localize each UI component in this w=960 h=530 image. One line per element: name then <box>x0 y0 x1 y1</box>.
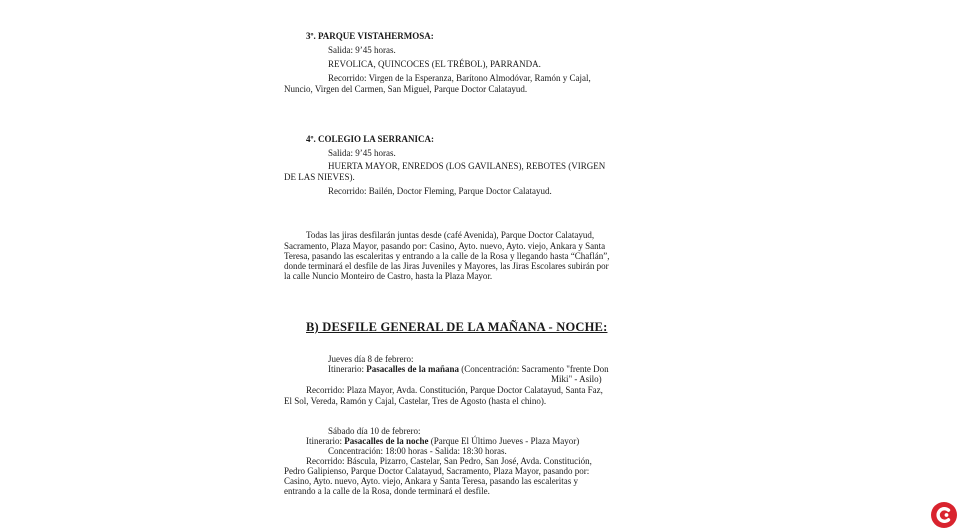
paragraph-line: Todas las jiras desfilarán juntas desde (café Avenida), Parque Doctor Calatayud, <box>306 230 595 240</box>
paragraph-line: la calle Nuncio Monteiro de Castro, hasta la Plaza Mayor. <box>284 271 493 281</box>
paragraph-line: Teresa, pasando las escaleritas y entrando a la calle de la Rosa y llegando hasta “Chaflán”, <box>284 251 610 261</box>
section-4-recorrido: Recorrido: Bailén, Doctor Fleming, Parque Doctor Calatayud. <box>328 186 552 196</box>
saturday-recorrido-line-2: Pedro Galipienso, Parque Doctor Calatayud, Sacramento, Plaza Mayor, pasando por: <box>284 466 590 476</box>
section-3-salida: Salida: 9’45 horas. <box>328 45 396 55</box>
publisher-logo-icon[interactable] <box>931 502 957 528</box>
saturday-recorrido-line-1: Recorrido: Báscula, Pizarro, Castelar, San Pedro, San José, Avda. Constitución, <box>306 456 592 466</box>
thursday-itinerario-prefix: Itinerario: <box>328 364 367 374</box>
saturday-date: Sábado día 10 de febrero: <box>328 426 421 436</box>
thursday-itinerario-name: Pasacalles de la mañana <box>366 364 459 374</box>
saturday-itinerario-rest: (Parque El Último Jueves - Plaza Mayor) <box>428 436 580 446</box>
thursday-itinerario-rest: (Concentración: Sacramento "frente Don <box>459 364 609 374</box>
section-3-recorrido-line-2: Nuncio, Virgen del Carmen, San Miguel, Parque Doctor Calatayud. <box>284 84 528 94</box>
section-3-heading: 3º. PARQUE VISTAHERMOSA: <box>306 31 434 41</box>
section-4-salida: Salida: 9’45 horas. <box>328 148 396 158</box>
thursday-itinerario-cont: Miki" - Asilo) <box>551 374 602 384</box>
paragraph-line: donde terminará el desfile de las Jiras Juveniles y Mayores, las Jiras Escolares subirán por <box>284 261 609 271</box>
thursday-recorrido-line-1: Recorrido: Plaza Mayor, Avda. Constitución, Parque Doctor Calatayud, Santa Faz, <box>306 385 603 395</box>
paragraph-line: Sacramento, Plaza Mayor, pasando por: Casino, Ayto. nuevo, Ayto. viejo, Ankara y Santa <box>284 241 606 251</box>
saturday-concentracion: Concentración: 18:00 horas - Salida: 18:30 horas. <box>328 446 507 456</box>
section-3-recorrido-line-1: Recorrido: Virgen de la Esperanza, Barítono Almodóvar, Ramón y Cajal, <box>328 73 591 83</box>
thursday-date: Jueves día 8 de febrero: <box>328 354 414 364</box>
section-4-heading: 4º. COLEGIO LA SERRANICA: <box>306 134 434 144</box>
saturday-itinerario-prefix: Itinerario: <box>306 436 345 446</box>
saturday-recorrido-line-3: Casino, Ayto. nuevo, Ayto. viejo, Ankara y Santa Teresa, pasando las escaleritas y <box>284 476 578 486</box>
section-4-groups-line-2: DE LAS NIEVES). <box>284 172 355 182</box>
section-4-groups-line-1: HUERTA MAYOR, ENREDOS (LOS GAVILANES), REBOTES (VIRGEN <box>328 161 606 171</box>
saturday-itinerario-name: Pasacalles de la noche <box>344 436 429 446</box>
section-b-title: B) DESFILE GENERAL DE LA MAÑANA - NOCHE: <box>306 320 608 334</box>
section-3-groups: REVOLICA, QUINCOCES (EL TRÉBOL), PARRANDA. <box>328 59 541 69</box>
thursday-recorrido-line-2: El Sol, Vereda, Ramón y Cajal, Castelar, Tres de Agosto (hasta el chino). <box>284 396 547 406</box>
saturday-recorrido-line-4: entrando a la calle de la Rosa, donde terminará el desfile. <box>284 486 490 496</box>
logo-c-glyph-icon <box>931 502 957 528</box>
